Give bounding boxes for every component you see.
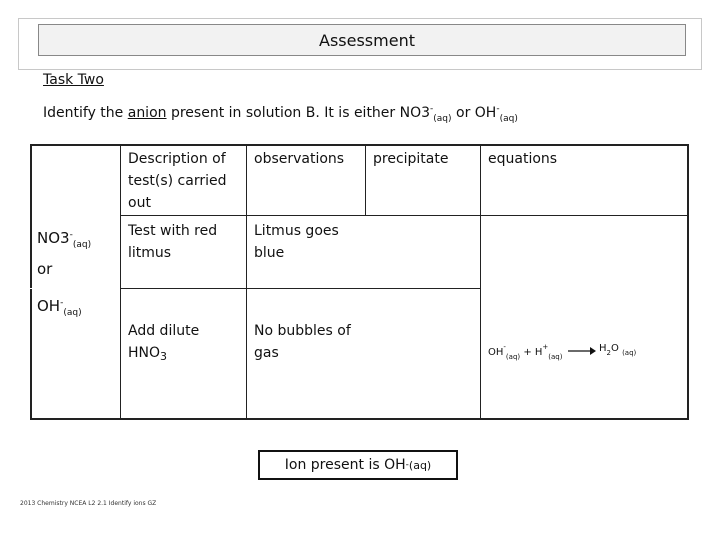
eq-oh-sup: - bbox=[503, 343, 506, 351]
table-row-divider bbox=[30, 288, 120, 289]
result-sub: (aq) bbox=[408, 458, 432, 472]
table-border-right bbox=[687, 144, 689, 420]
result-text: Ion present is OH bbox=[284, 457, 406, 473]
task-label: Task Two bbox=[43, 72, 104, 88]
header-observations: observations bbox=[254, 151, 345, 167]
page-title: Assessment bbox=[319, 30, 415, 50]
no3-text: NO3 bbox=[37, 229, 70, 247]
result-box bbox=[258, 450, 458, 480]
question-sub: (aq) bbox=[499, 114, 518, 124]
header-equations: equations bbox=[488, 151, 558, 167]
question-text bbox=[43, 104, 518, 124]
question-anion: anion bbox=[127, 105, 167, 121]
header-precipitate: precipitate bbox=[373, 151, 449, 167]
eq-oh-sub: (aq) bbox=[505, 353, 521, 361]
result-sup: - bbox=[405, 460, 409, 470]
eq-oh: OH bbox=[488, 347, 504, 358]
table-col-divider bbox=[480, 144, 481, 420]
table-row-divider bbox=[120, 215, 689, 216]
row2-test bbox=[128, 320, 238, 368]
reaction-arrow-icon bbox=[568, 346, 596, 356]
row1-test: Test with red litmus bbox=[128, 223, 218, 261]
title-box bbox=[38, 24, 686, 56]
question-part: or OH bbox=[451, 105, 497, 121]
oh-sub: (aq) bbox=[63, 308, 82, 318]
eq-h2o-2: 2 bbox=[606, 349, 611, 357]
oh-text: OH bbox=[37, 297, 61, 315]
eq-h-sup: + bbox=[542, 343, 549, 351]
table-col-divider bbox=[365, 144, 366, 216]
table-border-bottom bbox=[30, 418, 689, 420]
no3-sup: - bbox=[69, 230, 73, 240]
oh-sup: - bbox=[60, 298, 64, 308]
row1-observation: Litmus goes blue bbox=[254, 223, 339, 261]
question-sup: - bbox=[496, 104, 500, 114]
question-sup: - bbox=[430, 104, 434, 114]
eq-h2o-h: H bbox=[599, 343, 607, 354]
question-part: Identify the bbox=[43, 105, 128, 121]
question-sub: (aq) bbox=[433, 114, 452, 124]
side-label-no3 bbox=[37, 224, 91, 256]
footer-text: 2013 Chemistry NCEA L2 2.1 Identify ions GZ bbox=[20, 500, 157, 507]
row2-observation: No bubbles of gas bbox=[254, 323, 351, 361]
eq-h2o-o: O bbox=[611, 343, 619, 354]
question-part: present in solution B. It is either NO3 bbox=[166, 105, 431, 121]
table-border-left bbox=[30, 144, 32, 420]
table-col-divider bbox=[246, 144, 247, 420]
side-label-oh bbox=[37, 292, 82, 324]
table-col-divider bbox=[120, 144, 121, 420]
table-border-top bbox=[30, 144, 689, 146]
row2-test-sub: 3 bbox=[160, 350, 168, 363]
row2-test-text: Add dilute HNO bbox=[128, 323, 200, 361]
equation-product bbox=[599, 343, 636, 357]
eq-h-sub: (aq) bbox=[548, 353, 563, 361]
no3-sub: (aq) bbox=[72, 240, 92, 250]
side-label-or: or bbox=[37, 260, 53, 278]
eq-plus-h: + H bbox=[523, 347, 543, 358]
eq-h2o-sub: (aq) bbox=[622, 349, 637, 357]
equation-reactants bbox=[488, 343, 562, 361]
table-row-divider bbox=[120, 288, 481, 289]
header-description: Description of test(s) carried out bbox=[128, 151, 227, 211]
